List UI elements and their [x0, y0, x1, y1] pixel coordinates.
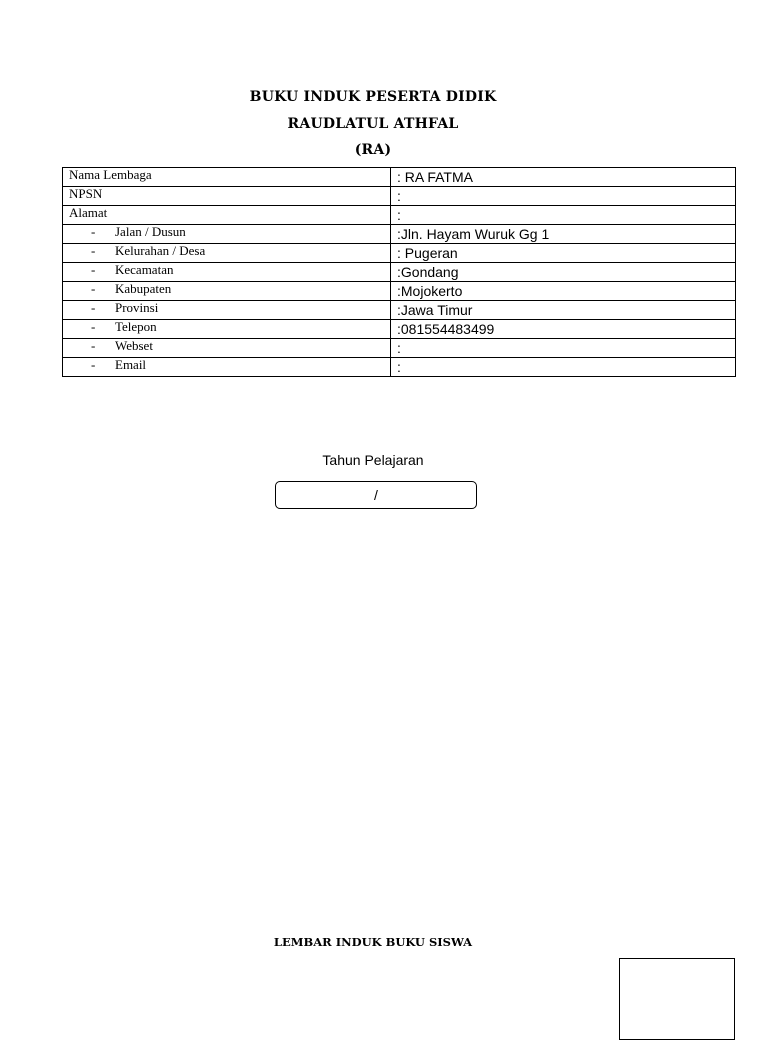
- row-label-cell: [63, 320, 391, 339]
- row-value: :: [391, 206, 736, 225]
- row-value: :Mojokerto: [391, 282, 736, 301]
- table-row: [63, 301, 736, 320]
- row-label: Kabupaten: [115, 281, 172, 296]
- row-label-cell: [63, 168, 391, 187]
- bullet-dash: -: [91, 243, 96, 258]
- table-row: [63, 168, 736, 187]
- bullet-dash: -: [91, 338, 96, 353]
- bullet-dash: -: [91, 281, 96, 296]
- bullet-dash: -: [91, 319, 96, 334]
- lembar-induk-title: LEMBAR INDUK BUKU SISWA: [273, 935, 473, 949]
- row-label: Jalan / Dusun: [115, 224, 186, 239]
- row-label-cell: [63, 282, 391, 301]
- row-label: Alamat: [69, 205, 108, 220]
- row-label: Email: [115, 357, 147, 372]
- photo-box: [619, 958, 735, 1040]
- row-label-cell: [63, 187, 391, 206]
- tahun-pelajaran-label: Tahun Pelajaran: [322, 452, 424, 468]
- row-value: : RA FATMA: [391, 168, 736, 187]
- row-label-cell: [63, 225, 391, 244]
- row-label: Nama Lembaga: [69, 167, 152, 182]
- row-label: NPSN: [69, 186, 103, 201]
- row-label: Kecamatan: [115, 262, 174, 277]
- table-row: [63, 244, 736, 263]
- document-subtitle: RAUDLATUL ATHFAL: [287, 116, 459, 132]
- row-label-cell: [63, 339, 391, 358]
- row-label-cell: [63, 206, 391, 225]
- row-label-cell: [63, 244, 391, 263]
- bullet-dash: -: [91, 262, 96, 277]
- row-label: Webset: [115, 338, 153, 353]
- bullet-dash: -: [91, 224, 96, 239]
- table-row: [63, 206, 736, 225]
- row-label: Kelurahan / Desa: [115, 243, 206, 258]
- table-row: [63, 358, 736, 377]
- row-value: :Jawa Timur: [391, 301, 736, 320]
- row-value: :081554483499: [391, 320, 736, 339]
- row-value: :: [391, 339, 736, 358]
- row-label-cell: [63, 358, 391, 377]
- institution-info-table: [62, 167, 736, 377]
- row-label: Telepon: [115, 319, 157, 334]
- row-label: Provinsi: [115, 300, 159, 315]
- row-label-cell: [63, 301, 391, 320]
- bullet-dash: -: [91, 357, 96, 372]
- row-value: : Pugeran: [391, 244, 736, 263]
- document-title: BUKU INDUK PESERTA DIDIK: [249, 89, 497, 105]
- row-value: :Gondang: [391, 263, 736, 282]
- document-abbreviation: (RA): [354, 142, 392, 158]
- table-row: [63, 282, 736, 301]
- tahun-pelajaran-field: /: [275, 481, 477, 509]
- table-row: [63, 187, 736, 206]
- bullet-dash: -: [91, 300, 96, 315]
- row-label-cell: [63, 263, 391, 282]
- row-value: :Jln. Hayam Wuruk Gg 1: [391, 225, 736, 244]
- row-value: :: [391, 187, 736, 206]
- table-row: [63, 339, 736, 358]
- row-value: :: [391, 358, 736, 377]
- table-row: [63, 263, 736, 282]
- table-row: [63, 225, 736, 244]
- table-row: [63, 320, 736, 339]
